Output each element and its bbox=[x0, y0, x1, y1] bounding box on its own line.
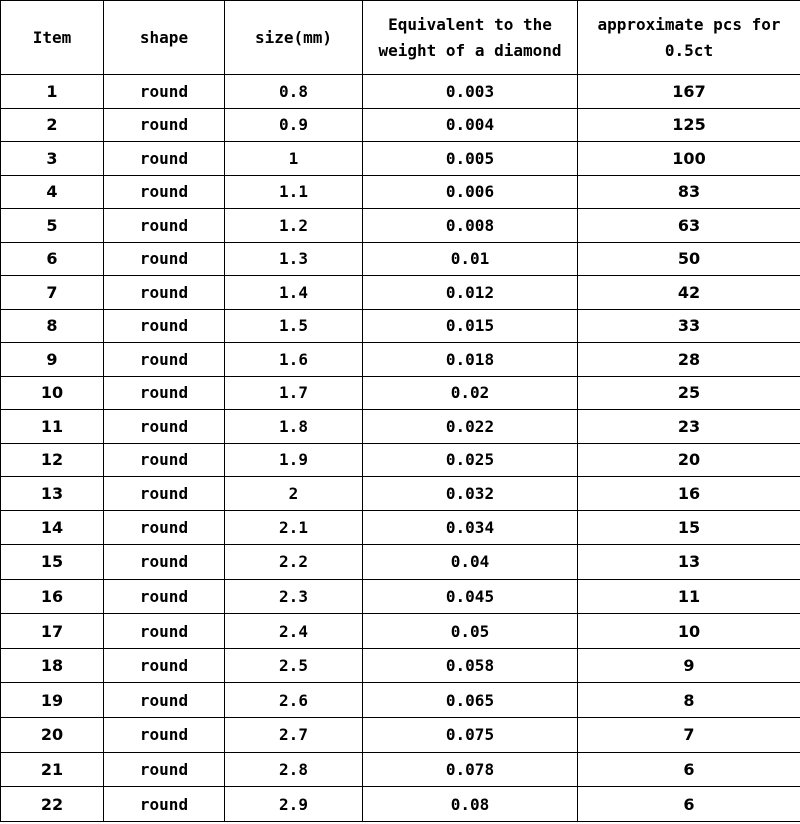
shape-cell: round bbox=[104, 718, 225, 753]
table-row bbox=[1, 787, 800, 822]
header-shape: shape bbox=[104, 1, 225, 75]
weight-cell: 0.01 bbox=[363, 242, 578, 276]
pcs-cell: 42 bbox=[578, 276, 800, 310]
weight-cell: 0.065 bbox=[363, 683, 578, 718]
size-cell: 2.4 bbox=[225, 614, 363, 649]
weight-cell: 0.003 bbox=[363, 75, 578, 109]
shape-cell: round bbox=[104, 376, 225, 410]
table-row bbox=[1, 752, 800, 787]
size-cell: 2.2 bbox=[225, 545, 363, 580]
weight-cell: 0.015 bbox=[363, 309, 578, 343]
weight-cell: 0.032 bbox=[363, 477, 578, 511]
pcs-cell: 83 bbox=[578, 175, 800, 209]
pcs-cell: 25 bbox=[578, 376, 800, 410]
pcs-cell: 23 bbox=[578, 410, 800, 444]
size-cell: 2.6 bbox=[225, 683, 363, 718]
pcs-cell: 167 bbox=[578, 75, 800, 109]
header-item: Item bbox=[1, 1, 104, 75]
item-cell: 18 bbox=[1, 648, 104, 683]
table-row bbox=[1, 309, 800, 343]
shape-cell: round bbox=[104, 648, 225, 683]
item-cell: 4 bbox=[1, 175, 104, 209]
item-cell: 20 bbox=[1, 718, 104, 753]
size-cell: 1.3 bbox=[225, 242, 363, 276]
item-cell: 15 bbox=[1, 545, 104, 580]
pcs-cell: 28 bbox=[578, 343, 800, 377]
pcs-cell: 63 bbox=[578, 209, 800, 243]
item-cell: 19 bbox=[1, 683, 104, 718]
item-cell: 1 bbox=[1, 75, 104, 109]
table-row bbox=[1, 648, 800, 683]
size-cell: 1.6 bbox=[225, 343, 363, 377]
shape-cell: round bbox=[104, 108, 225, 142]
header-weight: Equivalent to the weight of a diamond bbox=[363, 1, 578, 75]
table-row bbox=[1, 683, 800, 718]
header-row bbox=[1, 1, 800, 75]
pcs-cell: 16 bbox=[578, 477, 800, 511]
item-cell: 14 bbox=[1, 510, 104, 545]
table-row bbox=[1, 108, 800, 142]
item-cell: 22 bbox=[1, 787, 104, 822]
weight-cell: 0.022 bbox=[363, 410, 578, 444]
shape-cell: round bbox=[104, 242, 225, 276]
shape-cell: round bbox=[104, 443, 225, 477]
weight-cell: 0.008 bbox=[363, 209, 578, 243]
pcs-cell: 11 bbox=[578, 579, 800, 614]
item-cell: 7 bbox=[1, 276, 104, 310]
header-size: size(mm) bbox=[225, 1, 363, 75]
table-row bbox=[1, 477, 800, 511]
weight-cell: 0.02 bbox=[363, 376, 578, 410]
shape-cell: round bbox=[104, 75, 225, 109]
shape-cell: round bbox=[104, 410, 225, 444]
weight-cell: 0.08 bbox=[363, 787, 578, 822]
table-row bbox=[1, 579, 800, 614]
item-cell: 16 bbox=[1, 579, 104, 614]
weight-cell: 0.004 bbox=[363, 108, 578, 142]
weight-cell: 0.005 bbox=[363, 142, 578, 176]
size-cell: 2.5 bbox=[225, 648, 363, 683]
shape-cell: round bbox=[104, 142, 225, 176]
item-cell: 11 bbox=[1, 410, 104, 444]
shape-cell: round bbox=[104, 343, 225, 377]
table-row bbox=[1, 175, 800, 209]
pcs-cell: 10 bbox=[578, 614, 800, 649]
pcs-cell: 6 bbox=[578, 752, 800, 787]
pcs-cell: 7 bbox=[578, 718, 800, 753]
item-cell: 17 bbox=[1, 614, 104, 649]
size-cell: 1.2 bbox=[225, 209, 363, 243]
shape-cell: round bbox=[104, 545, 225, 580]
pcs-cell: 125 bbox=[578, 108, 800, 142]
weight-cell: 0.045 bbox=[363, 579, 578, 614]
size-cell: 1.7 bbox=[225, 376, 363, 410]
table-row bbox=[1, 718, 800, 753]
size-cell: 1.4 bbox=[225, 276, 363, 310]
weight-cell: 0.034 bbox=[363, 510, 578, 545]
item-cell: 9 bbox=[1, 343, 104, 377]
table-row bbox=[1, 242, 800, 276]
item-cell: 6 bbox=[1, 242, 104, 276]
weight-cell: 0.012 bbox=[363, 276, 578, 310]
table-row bbox=[1, 410, 800, 444]
pcs-cell: 8 bbox=[578, 683, 800, 718]
item-cell: 10 bbox=[1, 376, 104, 410]
table-row bbox=[1, 209, 800, 243]
size-cell: 2 bbox=[225, 477, 363, 511]
pcs-cell: 9 bbox=[578, 648, 800, 683]
table-row bbox=[1, 343, 800, 377]
size-cell: 1.5 bbox=[225, 309, 363, 343]
item-cell: 5 bbox=[1, 209, 104, 243]
weight-cell: 0.078 bbox=[363, 752, 578, 787]
shape-cell: round bbox=[104, 175, 225, 209]
size-cell: 1 bbox=[225, 142, 363, 176]
weight-cell: 0.05 bbox=[363, 614, 578, 649]
size-cell: 2.3 bbox=[225, 579, 363, 614]
pcs-cell: 13 bbox=[578, 545, 800, 580]
header-pcs: approximate pcs for 0.5ct bbox=[578, 1, 800, 75]
shape-cell: round bbox=[104, 787, 225, 822]
shape-cell: round bbox=[104, 309, 225, 343]
item-cell: 12 bbox=[1, 443, 104, 477]
pcs-cell: 20 bbox=[578, 443, 800, 477]
shape-cell: round bbox=[104, 276, 225, 310]
table-row bbox=[1, 545, 800, 580]
shape-cell: round bbox=[104, 579, 225, 614]
item-cell: 13 bbox=[1, 477, 104, 511]
weight-cell: 0.025 bbox=[363, 443, 578, 477]
weight-cell: 0.018 bbox=[363, 343, 578, 377]
pcs-cell: 33 bbox=[578, 309, 800, 343]
table-row bbox=[1, 614, 800, 649]
table-row bbox=[1, 142, 800, 176]
size-cell: 2.1 bbox=[225, 510, 363, 545]
shape-cell: round bbox=[104, 683, 225, 718]
pcs-cell: 50 bbox=[578, 242, 800, 276]
size-cell: 2.8 bbox=[225, 752, 363, 787]
item-cell: 3 bbox=[1, 142, 104, 176]
table-body bbox=[1, 75, 800, 822]
table-row bbox=[1, 510, 800, 545]
weight-cell: 0.006 bbox=[363, 175, 578, 209]
table-row bbox=[1, 376, 800, 410]
weight-cell: 0.075 bbox=[363, 718, 578, 753]
shape-cell: round bbox=[104, 209, 225, 243]
item-cell: 21 bbox=[1, 752, 104, 787]
shape-cell: round bbox=[104, 510, 225, 545]
table-row bbox=[1, 276, 800, 310]
size-cell: 2.9 bbox=[225, 787, 363, 822]
size-cell: 1.9 bbox=[225, 443, 363, 477]
shape-cell: round bbox=[104, 477, 225, 511]
shape-cell: round bbox=[104, 614, 225, 649]
size-cell: 1.1 bbox=[225, 175, 363, 209]
table-row bbox=[1, 75, 800, 109]
pcs-cell: 6 bbox=[578, 787, 800, 822]
pcs-cell: 100 bbox=[578, 142, 800, 176]
shape-cell: round bbox=[104, 752, 225, 787]
pcs-cell: 15 bbox=[578, 510, 800, 545]
weight-cell: 0.04 bbox=[363, 545, 578, 580]
weight-cell: 0.058 bbox=[363, 648, 578, 683]
item-cell: 8 bbox=[1, 309, 104, 343]
size-cell: 2.7 bbox=[225, 718, 363, 753]
size-cell: 0.8 bbox=[225, 75, 363, 109]
item-cell: 2 bbox=[1, 108, 104, 142]
size-cell: 1.8 bbox=[225, 410, 363, 444]
table-row bbox=[1, 443, 800, 477]
size-cell: 0.9 bbox=[225, 108, 363, 142]
